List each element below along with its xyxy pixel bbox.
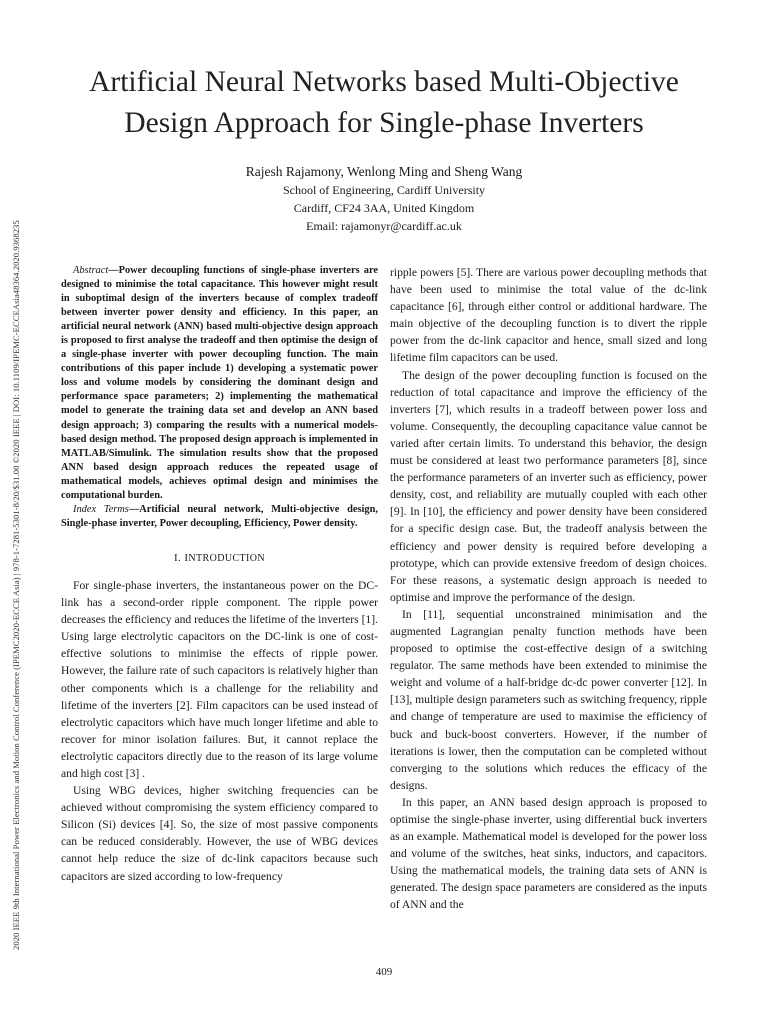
- page-number: 409: [375, 966, 393, 978]
- affiliation-block: [40, 181, 728, 235]
- title-line-2: Design Approach for Single-phase Inverters: [124, 107, 644, 139]
- right-paragraph-1: ripple powers [5]. There are various power decoupling methods that have been used to minimise the total value of the dc-link capacitance [6], through either control or additional hardware. The main objective of the decoupling function is to divert the ripple power from the dc-link capacitor and hence, small sized and long lifetime film capacitors can be used.: [390, 266, 707, 365]
- right-paragraph-2: The design of the power decoupling function is focused on the reduction of total capacitance and improve the efficiency of the inverters [7], which results in a tradeoff between power loss and volume. Consequently, the decoupling capacitance value cannot be varied after certain limits. To understand this behavior, the design must be considered at least two performance parameters [8], since the performance parameters of an inverter such as efficiency, power density, cost, and reliability are mutually coupled with each other [9]. In [10], the efficiency and power density have been considered for a specific design case. But, the tradeoff analysis between the efficiency and power density is required before developing a prototype, which can provide extensive freedom of design choices. For these reasons, a systematic design approach is needed to optimise and improve the performance of the design.: [390, 368, 707, 604]
- section-heading-introduction: [61, 550, 378, 567]
- affiliation-email: Email: rajamonyr@cardiff.ac.uk: [306, 219, 462, 233]
- left-column: [61, 264, 378, 885]
- section-title: NTRODUCTION: [188, 552, 266, 564]
- abstract-text: —Power decoupling functions of single-phase inverters are designed to minimise the total capacitance. This however might result in suboptimal design of the inverters because of complex tradeoff between inverter power density and efficiency. In this paper, an artificial neural network (ANN) based multi-objective design approach is proposed to first analyse the tradeoff and then optimise the design of a single-phase inverter with power decoupling function. The main contributions of this paper include 1) developing a systematic power loss and volume models by considering the dominant design and performance space parameters; 2) implementing the mathematical model to generate the training data set and develop an ANN based design approach; 3) comparing the results with a numerical models-based design method. The proposed design approach is implemented in MATLAB/Simulink. The simulation results show that the proposed ANN based design approach reduces the repeated usage of mathematical models, achieves optimal design and minimises the computational burden.: [61, 265, 378, 501]
- authors: Rajesh Rajamony, Wenlong Ming and Sheng Wang: [245, 164, 523, 179]
- affiliation-address: Cardiff, CF24 3AA, United Kingdom: [293, 201, 475, 215]
- abstract: [61, 264, 378, 503]
- left-paragraph-1: For single-phase inverters, the instantaneous power on the DC-link has a second-order ripple component. The ripple power decreases the efficiency and reduces the lifetime of the inverters [1]. Using large electrolytic capacitors on the DC-link is one of cost-effective solutions to minimise the effects of ripple power. However, the failure rate of such capacitors is relatively higher than other components which is a challenge for the reliability and lifetime of the inverters [2]. Film capacitors can be used instead of electrolytic capacitors which have much longer lifetime and able to recover for minor isolation failures. But, it cannot replace the electrolytic capacitors directly due to the reason of its large volume and high cost [3] .: [61, 578, 378, 781]
- index-terms-text: —Artificial neural network, Multi-objective design, Single-phase inverter, Power decoupling, Efficiency, Power density.: [61, 503, 379, 529]
- right-paragraph-4: In this paper, an ANN based design approach is proposed to optimise the single-phase inverter, using differential buck inverters as an example. Mathematical model is developed for the power loss and volume of the switches, heat sinks, inductors, and capacitors. Using the mathematical models, the training data sets of ANN is generated. The design space parameters are considered as the inputs of ANN and the: [390, 795, 707, 912]
- section-number: I. I: [173, 551, 189, 564]
- right-column: [390, 264, 707, 914]
- affiliation-school: School of Engineering, Cardiff University: [282, 183, 486, 197]
- abstract-label: Abstract: [73, 265, 109, 276]
- index-terms: [61, 503, 378, 531]
- right-paragraph-3: In [11], sequential unconstrained minimisation and the augmented Lagrangian penalty function methods have been proposed to optimise the cost-effective design of a switching regulator. The same methods have been extended to minimise the weight and volume of a half-bridge dc-dc power converter [12]. In [13], multiple design parameters such as switching frequency, ripple and change of temperature are used to maximise the efficiency of buck and buck-boost converters. However, if the number of iterations is lower, then the computation can be completed without converging to the solutions which reduces the efficacy of the designs.: [390, 607, 707, 792]
- index-terms-label: Index Terms: [73, 503, 129, 515]
- paper-title: [40, 62, 728, 144]
- copyright-side-note: [11, 80, 25, 950]
- title-line-1: Artificial Neural Networks based Multi-Objective: [89, 66, 679, 98]
- left-paragraph-2: Using WBG devices, higher switching frequencies can be achieved without compromising the system efficiency compared to Silicon (Si) devices [4]. So, the size of most passive components can be reduced considerably. However, the use of WBG devices cannot help reduce the size of dc-link capacitors because such capacitors are sized according to low-frequency: [61, 784, 378, 883]
- side-note-text: 2020 IEEE 9th International Power Electronics and Motion Control Conference (IPEMC2020-ECCE Asia) | 978-1-7281-5301-8/20/$31.00 ©2020 IEEE | DOI: 10.1109/IPEMC-ECCEAsia48364.2020.9368235: [11, 220, 21, 950]
